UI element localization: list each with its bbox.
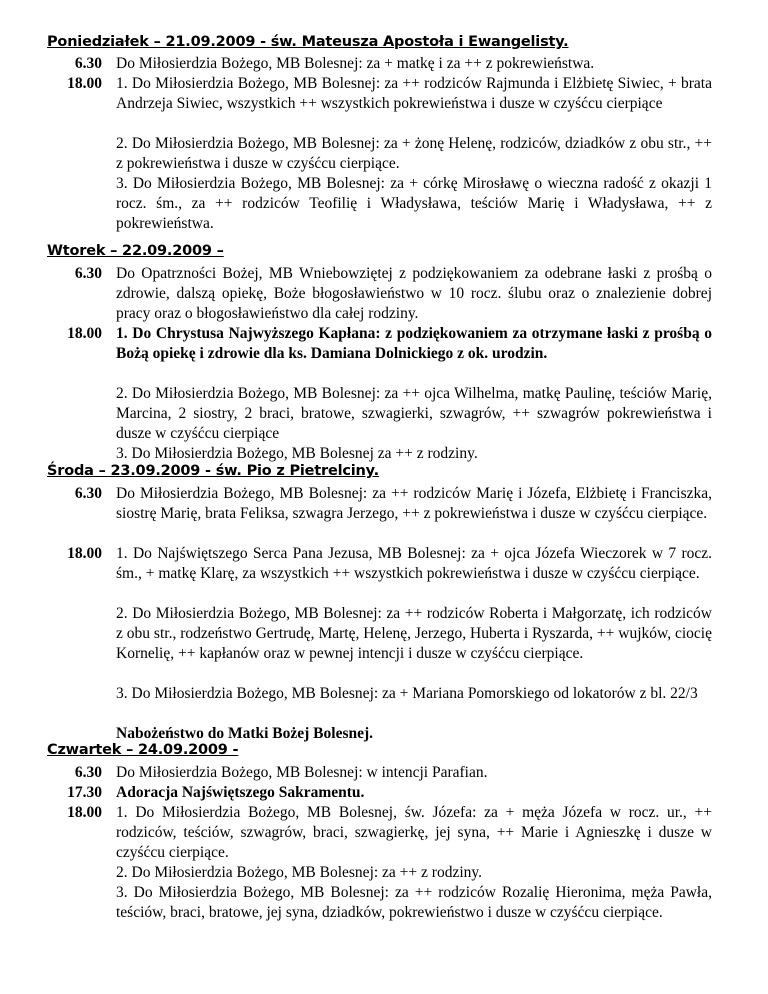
intention-text: Do Miłosierdzia Bożego, MB Bolesnej: w intencji Parafian. xyxy=(116,764,488,781)
mass-time: 18.00 xyxy=(67,804,102,821)
mass-time: 18.00 xyxy=(67,545,102,562)
mass-time: 18.00 xyxy=(67,75,102,92)
intention-text: Nabożeństwo do Matki Bożej Bolesnej. xyxy=(116,725,374,742)
intention-text: 3. Do Miłosierdzia Bożego, MB Bolesnej za ++ z rodziny. xyxy=(116,445,478,462)
intention-text: Do Miłosierdzia Bożego, MB Bolesnej: za ++ rodziców Marię i Józefa, Elżbietę i Franciszka, siostrę Marię, brata Feliksa, szwagra Jerzego, ++ z pokrewieństwa i dusze w czyśćcu cierpiące. xyxy=(116,485,712,522)
intention-text: 2. Do Miłosierdzia Bożego, MB Bolesnej: za + żonę Helenę, rodziców, dziadków z obu str., ++ z pokrewieństwa i dusze w czyśćcu cierpiące. xyxy=(116,135,712,172)
intention-text: 1. Do Chrystusa Najwyższego Kapłana: z podziękowaniem za otrzymane łaski z prośbą o Bożą opiekę i zdrowie dla ks. Damiana Dolnickiego z ok. urodzin. xyxy=(116,325,712,362)
day-header-wednesday: Środa – 23.09.2009 - św. Pio z Pietrelciny. xyxy=(47,463,379,479)
mass-time: 6.30 xyxy=(74,55,102,72)
day-header-monday: Poniedziałek – 21.09.2009 - św. Mateusza Apostoła i Ewangelisty. xyxy=(47,34,569,50)
intention-text: 1. Do Miłosierdzia Bożego, MB Bolesnej: za ++ rodziców Rajmunda i Elżbietę Siwiec, + brata Andrzeja Siwiec, wszystkich ++ wszystkich pokrewieństwa i dusze w czyśćcu cierpiące xyxy=(116,75,712,112)
intention-text: Adoracja Najświętszego Sakramentu. xyxy=(116,784,365,801)
intention-text: 3. Do Miłosierdzia Bożego, MB Bolesnej: za ++ rodziców Rozalię Hieronima, męża Pawła, teściów, braci, bratowe, jej syna, dziadków, pokrewieństwo i dusze w czyśćcu cierpiące. xyxy=(116,884,712,921)
mass-time: 17.30 xyxy=(67,784,102,801)
intention-text: 1. Do Miłosierdzia Bożego, MB Bolesnej, św. Józefa: za + męża Józefa w rocz. ur., ++ rodziców, teściów, szwagrów, braci, szwagierkę, jej syna, ++ Marie i Agnieszkę i dusze w czyśćcu cierpiące. xyxy=(116,804,712,861)
day-header-thursday: Czwartek – 24.09.2009 - xyxy=(47,742,239,758)
intention-text: 2. Do Miłosierdzia Bożego, MB Bolesnej: za ++ z rodziny. xyxy=(116,864,483,881)
intention-text: 1. Do Najświętszego Serca Pana Jezusa, MB Bolesnej: za + ojca Józefa Wieczorek w 7 rocz. śm., + matkę Klarę, za wszystkich ++ wszystkich pokrewieństwa i dusze w czyśćcu cierpiące. xyxy=(116,545,712,582)
mass-time: 6.30 xyxy=(74,485,102,502)
intention-text: Do Miłosierdzia Bożego, MB Bolesnej: za + matkę i za ++ z pokrewieństwa. xyxy=(116,55,595,72)
intention-text: Do Opatrzności Bożej, MB Wniebowziętej z podziękowaniem za odebrane łaski z prośbą o zdrowie, dalszą opiekę, Boże błogosławieństwo w 10 rocz. ślubu oraz o znalezienie dobrej pracy oraz o błogosławieństwo dla całej rodziny. xyxy=(116,265,712,322)
mass-time: 6.30 xyxy=(74,764,102,781)
intention-text: 2. Do Miłosierdzia Bożego, MB Bolesnej: za ++ ojca Wilhelma, matkę Paulinę, teściów Marię, Marcina, 2 siostry, 2 braci, bratowe, szwagierki, szwagrów, ++ szwagrów pokrewieństwa i dusze w czyśćcu cierpiące xyxy=(116,385,712,442)
intention-text: 3. Do Miłosierdzia Bożego, MB Bolesnej: za + córkę Mirosławę o wieczna radość z okazji 1 rocz. śm., za ++ rodziców Teofilię i Władysława, teściów Marię i Władysława, ++ z pokrewieństwa. xyxy=(116,175,712,232)
mass-time: 6.30 xyxy=(74,265,102,282)
intention-text: 2. Do Miłosierdzia Bożego, MB Bolesnej: za ++ rodziców Roberta i Małgorzatę, ich rodziców z obu str., rodzeństwo Gertrudę, Martę, Helenę, Jerzego, Huberta i Ryszarda, ++ wujków, ciocię Kornelię, ++ kapłanów oraz w pewnej intencji i dusze w czyśćcu cierpiące. xyxy=(116,605,712,662)
intention-text: 3. Do Miłosierdzia Bożego, MB Bolesnej: za + Mariana Pomorskiego od lokatorów z bl. 22/3 xyxy=(116,685,698,702)
day-header-tuesday: Wtorek – 22.09.2009 – xyxy=(47,243,224,259)
mass-time: 18.00 xyxy=(67,325,102,342)
